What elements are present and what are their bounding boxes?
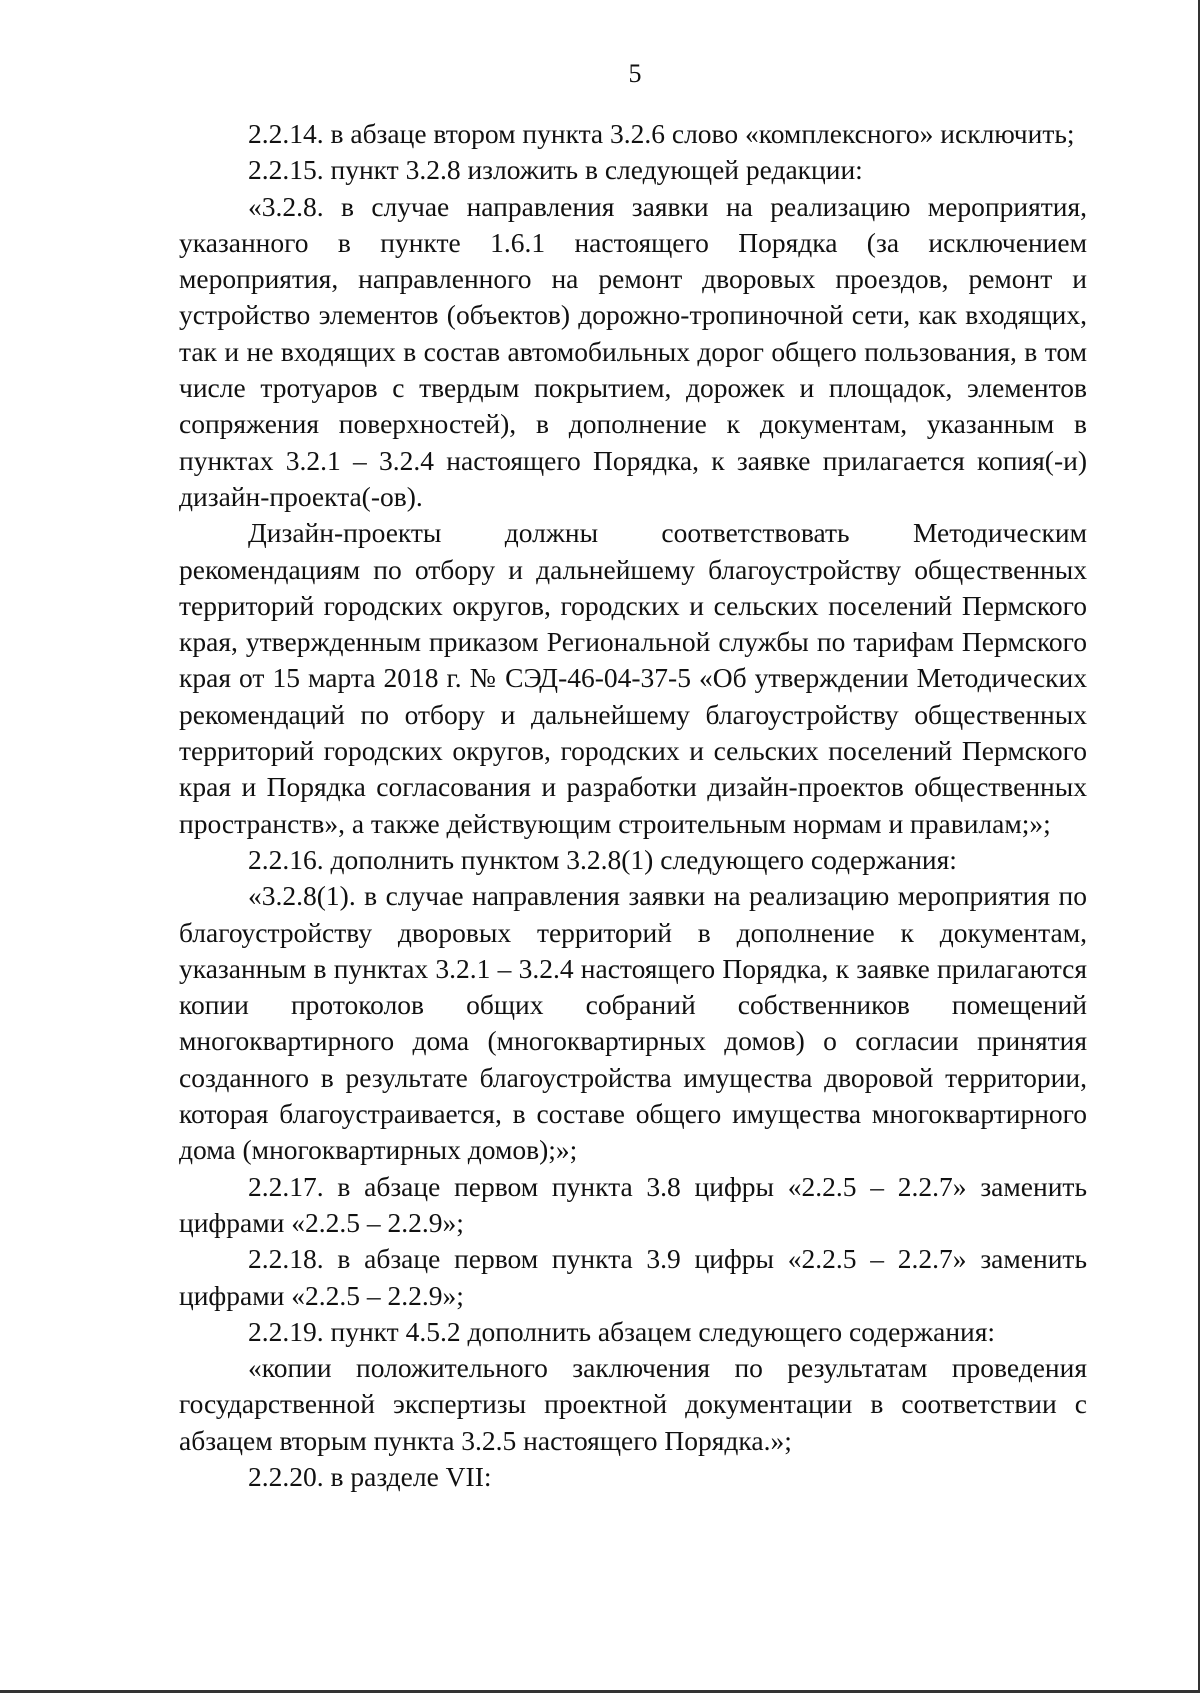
page-number: 5 <box>628 59 642 88</box>
paragraph-2-2-15: 2.2.15. пункт 3.2.8 изложить в следующей редакции: <box>248 154 863 186</box>
paragraph-2-2-20: 2.2.20. в разделе VII: <box>248 1460 492 1492</box>
paragraph-2-2-14: 2.2.14. в абзаце втором пункта 3.2.6 слово «комплексного» исключить; <box>248 118 1075 149</box>
paragraph-3-2-8-quote: «3.2.8. в случае направления заявки на реализацию мероприятия, указанного в пункте 1.6.1 настоящего Порядка (за исключением мероприятия, направленного на ремонт дворовых проездов, ремонт и устройство элементов (объектов) дорожно-тропиночной сети, как входящих, так и не входящих в состав автомобильных дорог общего пользования, в том числе тротуаров с твердым покрытием, дорожек и площадок, элементов сопряжения поверхностей), в дополнение к документам, указанным в пунктах 3.2.1 – 3.2.4 настоящего Порядка, к заявке прилагается копия(-и) дизайн-проекта(-ов). <box>179 190 1087 512</box>
paragraph-2-2-19: 2.2.19. пункт 4.5.2 дополнить абзацем следующего содержания: <box>248 1315 996 1347</box>
paragraph-2-2-18: 2.2.18. в абзаце первом пункта 3.9 цифры «2.2.5 – 2.2.7» заменить цифрами «2.2.5 – 2.2.9»; <box>179 1243 1087 1311</box>
document-body <box>179 116 1087 1495</box>
paragraph-design-projects: Дизайн-проекты должны соответствовать Методическим рекомендациям по отбору и дальнейшему благоустройству общественных территорий городских округов, городских и сельских поселений Пермского края, утвержденным приказом Региональной службы по тарифам Пермского края от 15 марта 2018 г. № СЭД-46-04-37-5 «Об утверждении Методических рекомендаций по отбору и дальнейшему благоустройству общественных территорий городских округов, городских и сельских поселений Пермского края и Порядка согласования и разработки дизайн-проектов общественных пространств», а также действующим строительным нормам и правилам;»; <box>179 517 1087 839</box>
paragraph-3-2-8-1-quote: «3.2.8(1). в случае направления заявки на реализацию мероприятия по благоустройству дворовых территорий в дополнение к документам, указанным в пунктах 3.2.1 – 3.2.4 настоящего Порядка, к заявке прилагаются копии протоколов общих собраний собственников помещений многоквартирного дома (многоквартирных домов) о согласии принятия созданного в результате благоустройства имущества дворовой территории, которая благоустраивается, в составе общего имущества многоквартирного дома (многоквартирных домов);»; <box>179 880 1087 1166</box>
paragraph-2-2-17: 2.2.17. в абзаце первом пункта 3.8 цифры «2.2.5 – 2.2.7» заменить цифрами «2.2.5 – 2.2.9»; <box>179 1170 1087 1238</box>
paragraph-2-2-16: 2.2.16. дополнить пунктом 3.2.8(1) следующего содержания: <box>248 843 957 875</box>
paragraph-expertise-quote: «копии положительного заключения по результатам проведения государственной экспертизы проектной документации в соответствии с абзацем вторым пункта 3.2.5 настоящего Порядка.»; <box>179 1352 1087 1456</box>
